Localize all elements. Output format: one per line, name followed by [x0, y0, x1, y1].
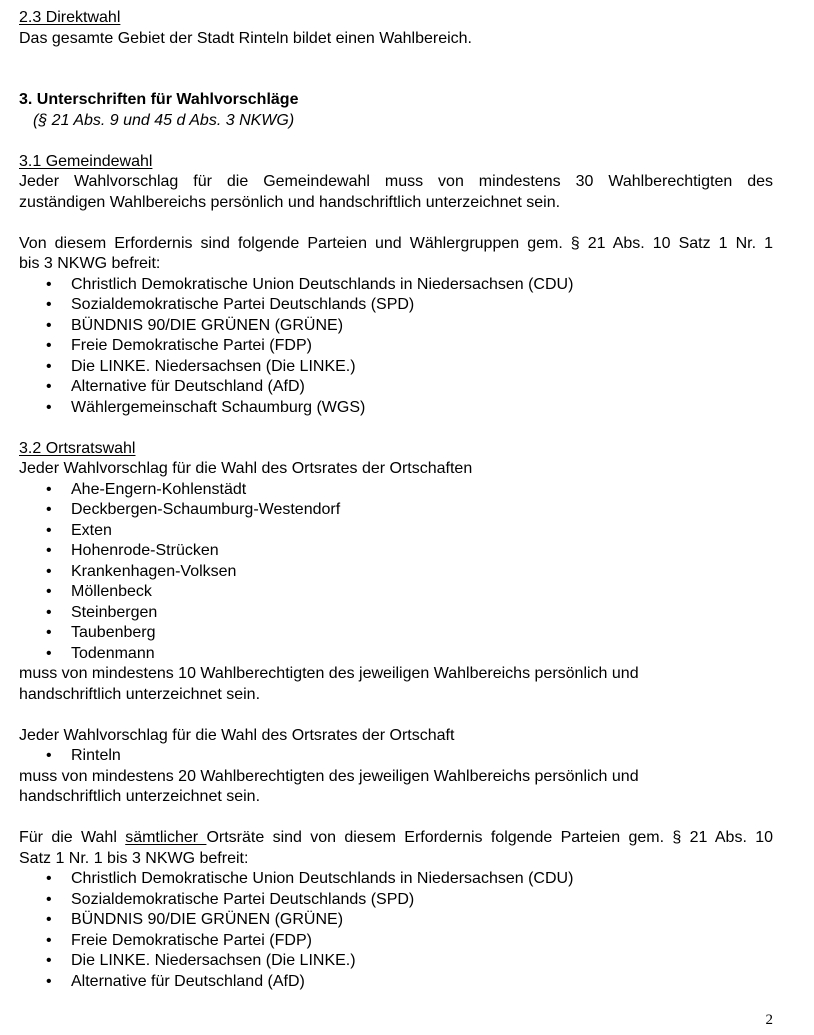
party-name: Alternative für Deutschland (AfD) — [71, 378, 305, 395]
bullet-icon: • — [46, 521, 52, 539]
bullet-icon: • — [46, 337, 52, 354]
bullet-icon: • — [46, 501, 52, 518]
list-item — [19, 398, 773, 419]
list-item — [19, 746, 773, 767]
bullet-icon: • — [46, 583, 52, 600]
party-name: Freie Demokratische Partei (FDP) — [71, 337, 312, 354]
list-item — [19, 644, 773, 665]
requirement-10-line: muss von mindestens 10 Wahlberechtigten des jeweiligen Wahlbereichs persönlich und — [19, 665, 639, 682]
ortschaft-name: Möllenbeck — [71, 583, 152, 600]
section-3-1-paragraph-line: Jeder Wahlvorschlag für die Gemeindewahl muss von mindestens 30 Wahlberechtigten des — [19, 173, 773, 190]
section-3-1-exemption-line: Von diesem Erfordernis sind folgende Parteien und Wählergruppen gem. § 21 Abs. 10 Satz 1 Nr. 1 — [19, 234, 773, 252]
ortsrat-party-list — [19, 869, 773, 992]
ortschaft-name: Krankenhagen-Volksen — [71, 562, 237, 580]
list-item — [19, 500, 773, 521]
bullet-icon: • — [46, 870, 52, 887]
party-name: Alternative für Deutschland (AfD) — [71, 972, 305, 990]
section-3-2-intro-rinteln: Jeder Wahlvorschlag für die Wahl des Ortsrates der Ortschaft — [19, 726, 455, 744]
list-item — [19, 623, 773, 644]
exemption-text-pre: Für die Wahl — [19, 829, 126, 846]
exemption-text-post: Ortsräte sind von diesem Erfordernis folgende Parteien gem. § 21 Abs. 10 — [206, 829, 774, 846]
list-item — [19, 972, 773, 993]
bullet-icon: • — [46, 972, 52, 990]
list-item — [19, 336, 773, 357]
list-item — [19, 357, 773, 378]
requirement-10-line: handschriftlich unterzeichnet sein. — [19, 685, 261, 703]
section-3-1-paragraph-line: zuständigen Wahlbereichs persönlich und handschriftlich unterzeichnet sein. — [19, 193, 561, 211]
bullet-icon: • — [46, 357, 52, 375]
bullet-icon: • — [46, 890, 52, 908]
bullet-icon: • — [46, 296, 52, 313]
bullet-icon: • — [46, 542, 52, 559]
ortschaft-name: Steinbergen — [71, 603, 158, 621]
party-name: Sozialdemokratische Partei Deutschlands (SPD) — [71, 890, 415, 908]
ortschaft-name: Hohenrode-Strücken — [71, 542, 219, 559]
ortschaft-name: Exten — [71, 521, 112, 539]
list-item — [19, 295, 773, 316]
list-item — [19, 521, 773, 542]
bullet-icon: • — [46, 911, 52, 928]
ortschaft-name: Rinteln — [71, 747, 121, 764]
document-content — [19, 8, 773, 992]
party-name: BÜNDNIS 90/DIE GRÜNEN (GRÜNE) — [71, 316, 344, 334]
bullet-icon: • — [46, 275, 52, 293]
gemeindewahl-party-list — [19, 275, 773, 419]
party-name: Die LINKE. Niedersachsen (Die LINKE.) — [71, 357, 356, 375]
bullet-icon: • — [46, 644, 52, 662]
ortschaft-name: Todenmann — [71, 644, 155, 662]
list-item — [19, 931, 773, 952]
ortschaft-name: Ahe-Engern-Kohlenstädt — [71, 480, 247, 498]
section-3-2-intro: Jeder Wahlvorschlag für die Wahl des Ortsrates der Ortschaften — [19, 460, 473, 477]
ortsrat-exemption-line — [19, 828, 773, 849]
list-item — [19, 480, 773, 501]
ortschaft-name: Taubenberg — [71, 624, 156, 641]
bullet-icon: • — [46, 931, 52, 949]
section-3-subheading: (§ 21 Abs. 9 und 45 d Abs. 3 NKWG) — [33, 111, 295, 129]
list-item — [19, 951, 773, 972]
bullet-icon: • — [46, 952, 52, 969]
section-3-heading: 3. Unterschriften für Wahlvorschläge — [19, 91, 299, 108]
bullet-icon: • — [46, 603, 52, 621]
exemption-text-underlined: sämtlicher — [125, 829, 207, 846]
party-name: Christlich Demokratische Union Deutschlands in Niedersachsen (CDU) — [71, 870, 574, 887]
list-item — [19, 582, 773, 603]
list-item — [19, 562, 773, 583]
requirement-20-line: muss von mindestens 20 Wahlberechtigten des jeweiligen Wahlbereichs persönlich und — [19, 767, 639, 785]
section-2-3-body: Das gesamte Gebiet der Stadt Rinteln bildet einen Wahlbereich. — [19, 29, 472, 47]
party-name: Wählergemeinschaft Schaumburg (WGS) — [71, 398, 366, 416]
list-item — [19, 890, 773, 911]
requirement-20-line: handschriftlich unterzeichnet sein. — [19, 788, 261, 805]
page-number: 2 — [765, 1012, 773, 1028]
party-name: Die LINKE. Niedersachsen (Die LINKE.) — [71, 952, 356, 969]
ortschaften-list — [19, 480, 773, 665]
ortsrat-exemption-line: Satz 1 Nr. 1 bis 3 NKWG befreit: — [19, 849, 249, 867]
section-3-1-exemption-line: bis 3 NKWG befreit: — [19, 255, 161, 272]
list-item — [19, 910, 773, 931]
list-item — [19, 377, 773, 398]
bullet-icon: • — [46, 747, 52, 764]
list-item — [19, 275, 773, 296]
bullet-icon: • — [46, 562, 52, 580]
party-name: BÜNDNIS 90/DIE GRÜNEN (GRÜNE) — [71, 911, 344, 928]
party-name: Freie Demokratische Partei (FDP) — [71, 931, 312, 949]
section-3-1-heading: 3.1 Gemeindewahl — [19, 152, 153, 170]
bullet-icon: • — [46, 316, 52, 334]
section-2-3-heading: 2.3 Direktwahl — [19, 9, 121, 26]
list-item — [19, 541, 773, 562]
bullet-icon: • — [46, 480, 52, 498]
list-item — [19, 603, 773, 624]
list-item — [19, 316, 773, 337]
section-3-2-heading: 3.2 Ortsratswahl — [19, 439, 136, 457]
bullet-icon: • — [46, 378, 52, 395]
party-name: Christlich Demokratische Union Deutschlands in Niedersachsen (CDU) — [71, 275, 574, 293]
bullet-icon: • — [46, 398, 52, 416]
list-item — [19, 869, 773, 890]
party-name: Sozialdemokratische Partei Deutschlands (SPD) — [71, 296, 415, 313]
bullet-icon: • — [46, 624, 52, 641]
ortschaft-name: Deckbergen-Schaumburg-Westendorf — [71, 501, 341, 518]
